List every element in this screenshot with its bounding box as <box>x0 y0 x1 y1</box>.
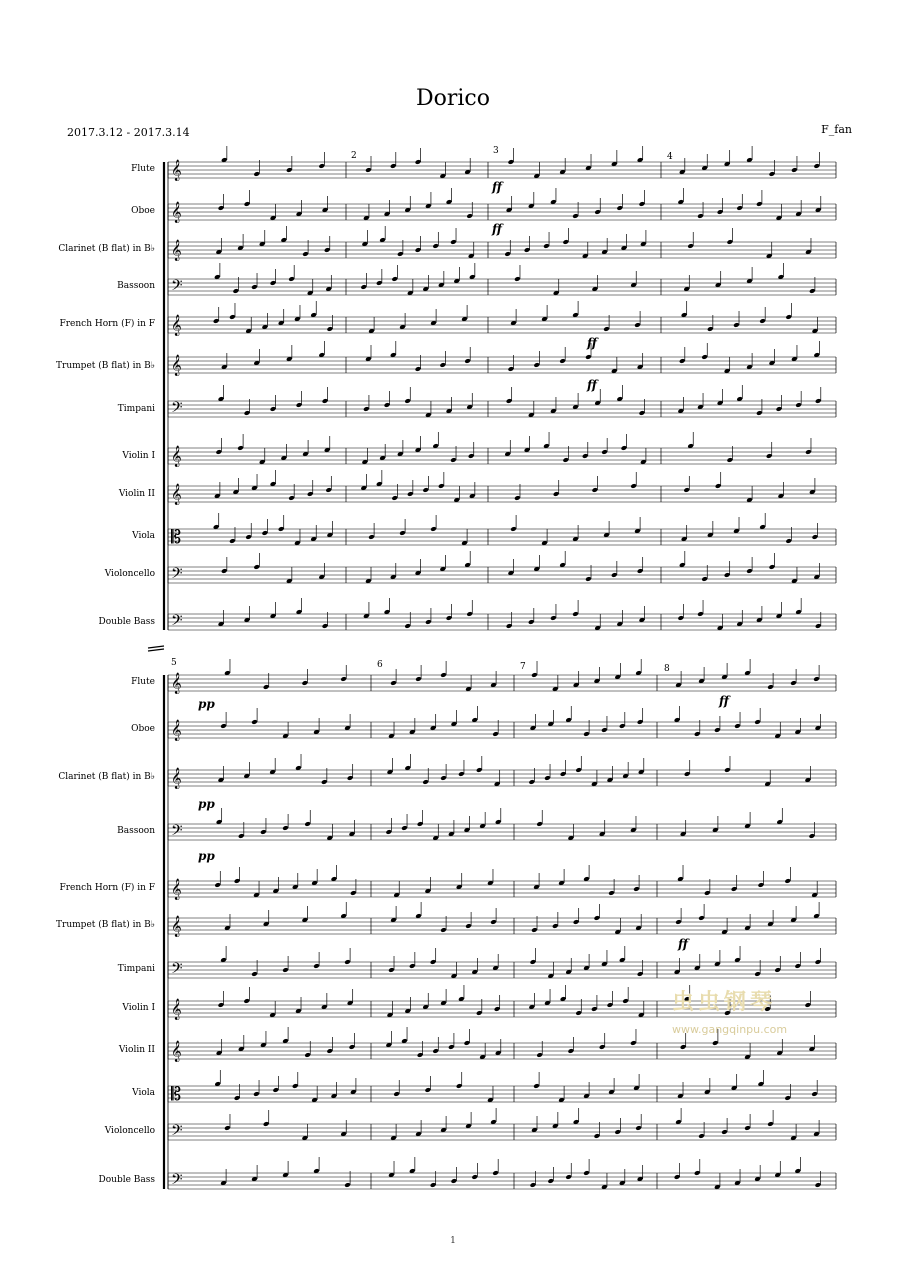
label-cello-sys1: Violoncello <box>104 569 155 579</box>
label-clarinet-sys2: Clarinet (B flat) in B♭ <box>58 772 155 782</box>
dynamic-marking: ff <box>719 694 729 708</box>
label-oboe-sys1: Oboe <box>131 206 155 216</box>
label-trumpet-sys1: Trumpet (B flat) in B♭ <box>56 361 155 371</box>
clef-icon: 𝄢 <box>171 1171 183 1192</box>
clef-icon: 𝄞 <box>171 879 182 900</box>
label-horn-sys2: French Horn (F) in F <box>59 883 155 893</box>
clef-icon: 𝄢 <box>171 612 183 633</box>
measure-number: 4 <box>667 152 673 162</box>
dynamic-marking: ff <box>678 937 688 951</box>
composer-name: F_fan <box>821 123 852 136</box>
clef-icon: 𝄞 <box>171 673 182 694</box>
clef-icon: 𝄢 <box>171 565 183 586</box>
clef-icon: 𝄢 <box>171 1122 183 1143</box>
label-timpani-sys2: Timpani <box>117 964 155 974</box>
date-range: 2017.3.12 - 2017.3.14 <box>67 126 190 139</box>
page-number: 1 <box>450 1236 456 1246</box>
clef-icon: 𝄞 <box>171 720 182 741</box>
clef-icon: 𝄞 <box>171 484 182 505</box>
dynamic-marking: pp <box>198 697 215 711</box>
measure-number: 8 <box>664 664 670 674</box>
label-violin2-sys2: Violin II <box>118 1045 155 1055</box>
label-violin1-sys2: Violin I <box>122 1003 155 1013</box>
label-trumpet-sys2: Trumpet (B flat) in B♭ <box>56 920 155 930</box>
measure-number: 7 <box>520 662 526 672</box>
clef-icon: 𝄞 <box>171 315 182 336</box>
clef-icon: 𝄞 <box>171 160 182 181</box>
dynamic-marking: ff <box>492 180 502 194</box>
label-flute-sys1: Flute <box>131 164 155 174</box>
dynamic-marking: pp <box>198 849 215 863</box>
clef-icon: 𝄞 <box>171 916 182 937</box>
dynamic-marking: pp <box>198 797 215 811</box>
dynamic-marking: ff <box>492 222 502 236</box>
label-flute-sys2: Flute <box>131 677 155 687</box>
measure-number: 3 <box>493 146 499 156</box>
label-horn-sys1: French Horn (F) in F <box>59 319 155 329</box>
watermark-logo-text: 虫虫钢琴 <box>672 990 777 1015</box>
clef-icon: 𝄞 <box>171 1041 182 1062</box>
label-bassoon-sys2: Bassoon <box>117 826 155 836</box>
clef-icon: 𝄞 <box>171 446 182 467</box>
measure-number: 2 <box>351 151 357 161</box>
system-separator <box>148 646 164 648</box>
system-2 <box>148 646 836 1192</box>
label-viola-sys1: Viola <box>132 531 155 541</box>
label-cello-sys2: Violoncello <box>104 1126 155 1136</box>
label-timpani-sys1: Timpani <box>117 404 155 414</box>
measure-number: 6 <box>377 660 383 670</box>
label-violin1-sys1: Violin I <box>122 451 155 461</box>
dynamic-marking: ff <box>587 336 597 350</box>
watermark-url: www.gangqinpu.com <box>672 1023 788 1036</box>
label-clarinet-sys1: Clarinet (B flat) in B♭ <box>58 244 155 254</box>
dynamic-marking: ff <box>587 378 597 392</box>
clef-icon: 𝄞 <box>171 355 182 376</box>
clef-icon: 𝄢 <box>171 960 183 981</box>
label-oboe-sys2: Oboe <box>131 724 155 734</box>
measure-number: 5 <box>171 658 177 668</box>
label-violin2-sys1: Violin II <box>118 489 155 499</box>
clef-icon: 𝄞 <box>171 202 182 223</box>
clef-icon: 𝄢 <box>171 822 183 843</box>
clef-icon: 𝄞 <box>171 768 182 789</box>
label-bass-sys1: Double Bass <box>98 617 155 627</box>
clef-icon: 𝄞 <box>171 240 182 261</box>
clef-icon: 𝄡 <box>171 527 182 548</box>
clef-icon: 𝄞 <box>171 999 182 1020</box>
label-bass-sys2: Double Bass <box>98 1175 155 1185</box>
label-viola-sys2: Viola <box>132 1088 155 1098</box>
clef-icon: 𝄢 <box>171 277 183 298</box>
system-separator <box>148 649 164 651</box>
clef-icon: 𝄡 <box>171 1084 182 1105</box>
score-title: Dorico <box>415 86 490 111</box>
clef-icon: 𝄢 <box>171 399 183 420</box>
label-bassoon-sys1: Bassoon <box>117 281 155 291</box>
